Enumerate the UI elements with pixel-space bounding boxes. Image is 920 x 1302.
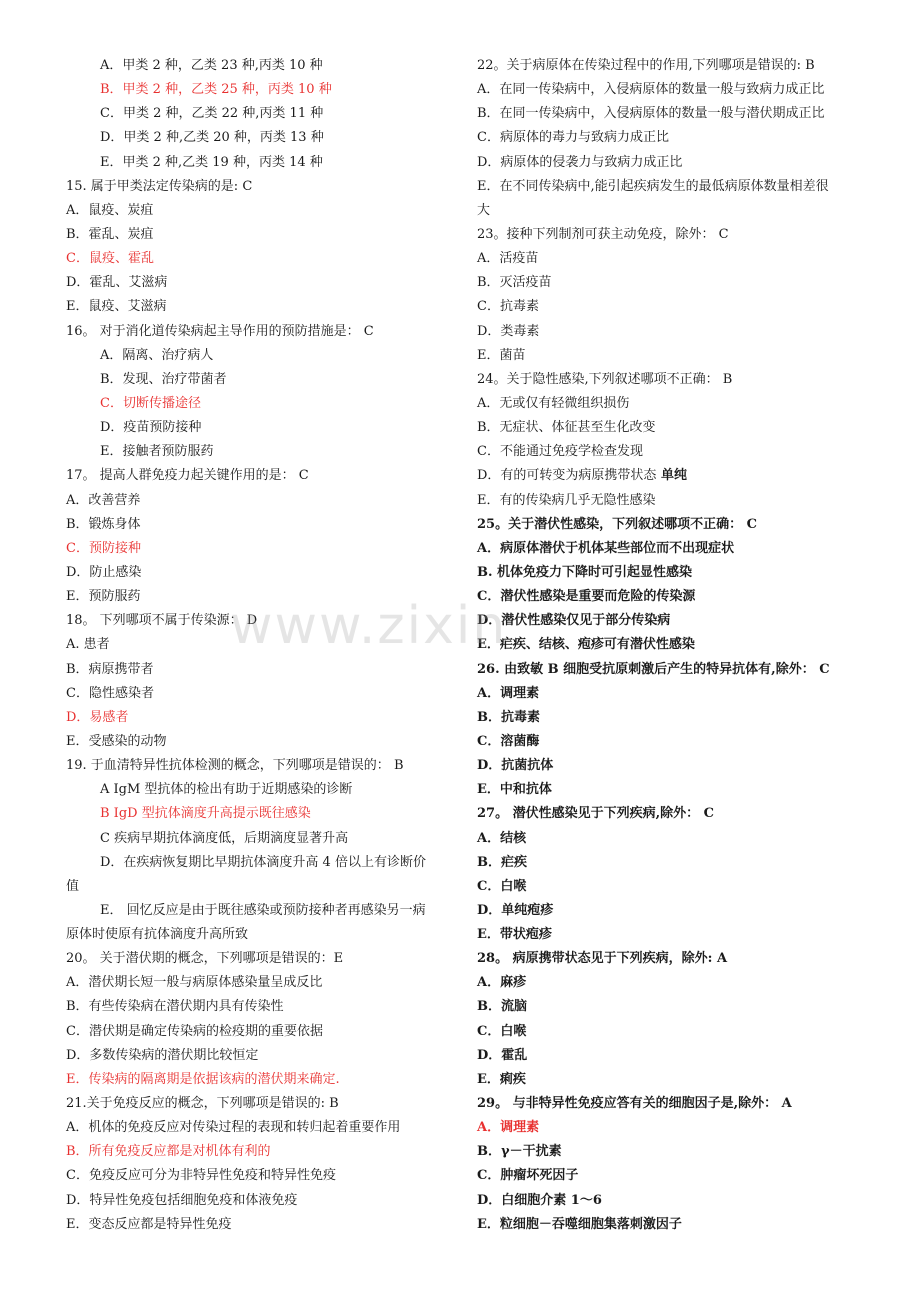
- text-line: [66, 537, 456, 561]
- line-text: 22。关于病原体在传染过程中的作用,下列哪项是错误的: B: [477, 58, 815, 73]
- line-text: 21.关于免疫反应的概念，下列哪项是错误的: B: [66, 1096, 339, 1112]
- text-line: [477, 199, 861, 223]
- line-text: A．潜伏期长短一般与病原体感染量呈成反比: [66, 975, 323, 991]
- line-text: B．无症状、体征甚至生化改变: [477, 420, 656, 436]
- left-column: [66, 54, 456, 1237]
- text-line: [477, 875, 861, 899]
- line-text: D．易感者: [66, 709, 129, 725]
- line-text: 大: [477, 202, 491, 218]
- line-text: 27。 潜伏性感染见于下列疾病,除外： C: [477, 806, 715, 822]
- text-line: [66, 392, 456, 416]
- text-line: [66, 199, 456, 223]
- text-line: [477, 682, 861, 706]
- line-text: C．抗毒素: [477, 299, 539, 315]
- line-text: 28。 病原携带状态见于下列疾病，除外: A: [477, 951, 728, 967]
- text-line: [477, 827, 861, 851]
- text-line: [66, 223, 456, 247]
- line-text: E．带状疱疹: [477, 927, 552, 943]
- line-text: A．改善营养: [66, 492, 141, 508]
- line-text: C 疾病早期抗体滴度低，后期滴度显著升高: [100, 830, 349, 846]
- line-text: A. 患者: [66, 637, 110, 653]
- text-line: [477, 778, 861, 802]
- line-text: E．预防服药: [66, 589, 141, 605]
- line-text: A．活疫苗: [477, 251, 539, 267]
- line-text: C．切断传播途径: [100, 395, 201, 411]
- line-text: D．疫苗预防接种: [100, 420, 202, 436]
- line-text: D．霍乱: [477, 1047, 528, 1063]
- text-line: [66, 247, 456, 271]
- right-column: [477, 54, 861, 1237]
- text-line: [66, 923, 456, 947]
- text-line: [477, 78, 861, 102]
- text-line: [66, 1044, 456, 1068]
- text-line: [66, 1189, 456, 1213]
- text-line: [66, 947, 456, 971]
- text-line: [477, 730, 861, 754]
- text-line: [477, 754, 861, 778]
- line-text: 原体时使原有抗体滴度升高所致: [66, 927, 249, 943]
- line-text: 17。 提高人群免疫力起关键作用的是： C: [66, 468, 309, 484]
- text-line: [66, 464, 456, 488]
- line-text: E．变态反应都是特异性免疫: [66, 1216, 232, 1232]
- text-line: [66, 706, 456, 730]
- line-text: D．在疾病恢复期比早期抗体滴度升高 4 倍以上有诊断价: [100, 854, 426, 870]
- text-line: [477, 1116, 861, 1140]
- text-line: [477, 223, 861, 247]
- text-line: [477, 1044, 861, 1068]
- line-text: A．机体的免疫反应对传染过程的表现和转归起着重要作用: [66, 1120, 401, 1136]
- text-line: [66, 971, 456, 995]
- line-text: 19. 于血清特异性抗体检测的概念，下列哪项是错误的： B: [66, 758, 404, 774]
- line-text: E．受感染的动物: [66, 733, 167, 749]
- text-line: [477, 175, 861, 199]
- text-line: [66, 416, 456, 440]
- text-line: [66, 440, 456, 464]
- line-text: D．防止感染: [66, 564, 142, 580]
- line-text: D．有的可转变为病原携带状态: [477, 468, 657, 484]
- text-line: [477, 851, 861, 875]
- line-text: A．隔离、治疗病人: [100, 347, 214, 363]
- line-text: 26. 由致敏 B 细胞受抗原刺激后产生的特异抗体有,除外： C: [477, 661, 830, 677]
- line-text: B. 机体免疫力下降时可引起显性感染: [477, 564, 693, 580]
- text-line: [477, 392, 861, 416]
- line-text: C．病原体的毒力与致病力成正比: [477, 130, 669, 146]
- text-line: [477, 295, 861, 319]
- text-line: [66, 995, 456, 1019]
- text-line: [66, 899, 456, 923]
- text-line: [477, 537, 861, 561]
- line-text: 18。 下列哪项不属于传染源： D: [66, 613, 258, 629]
- line-text: 25。关于潜伏性感染，下列叙述哪项不正确： C: [477, 516, 757, 532]
- text-line: [66, 78, 456, 102]
- text-line: [477, 344, 861, 368]
- line-text: A．病原体潜伏于机体某些部位而不出现症状: [477, 540, 735, 556]
- text-line: [66, 778, 456, 802]
- text-line: [66, 851, 456, 875]
- text-line: [66, 102, 456, 126]
- line-text: B．有些传染病在潜伏期内具有传染性: [66, 999, 284, 1015]
- text-line: [477, 54, 861, 78]
- line-text: E．在不同传染病中,能引起疾病发生的最低病原体数量相差很: [477, 178, 829, 194]
- text-line: [477, 1164, 861, 1188]
- line-text: B．灭活疫苗: [477, 275, 552, 291]
- text-line: [66, 320, 456, 344]
- text-line: [66, 126, 456, 150]
- text-line: [66, 730, 456, 754]
- text-line: [66, 585, 456, 609]
- line-text: 23。接种下列制剂可获主动免疫，除外： C: [477, 226, 729, 242]
- text-line: [477, 561, 861, 585]
- line-text: A．在同一传染病中，入侵病原体的数量一般与致病力成正比: [477, 82, 825, 98]
- line-text: B．在同一传染病中，入侵病原体的数量一般与潜伏期成正比: [477, 106, 825, 122]
- text-line: [477, 585, 861, 609]
- text-line: [477, 1092, 861, 1116]
- text-line: [477, 802, 861, 826]
- line-text: E．疟疾、结核、疱疹可有潜伏性感染: [477, 637, 695, 653]
- line-text: 20。 关于潜伏期的概念，下列哪项是错误的：E: [66, 951, 344, 967]
- text-line: [66, 1068, 456, 1092]
- line-text: C．隐性感染者: [66, 685, 154, 701]
- line-text: A．麻疹: [477, 975, 527, 991]
- line-text: B．所有免疫反应都是对机体有利的: [66, 1144, 271, 1160]
- line-text: B．抗毒素: [477, 709, 540, 725]
- line-text: B．流脑: [477, 999, 527, 1015]
- line-text: E．接触者预防服药: [100, 444, 214, 460]
- text-line: [477, 151, 861, 175]
- text-line: [477, 440, 861, 464]
- line-text: B．γ－干扰素: [477, 1144, 562, 1160]
- text-line: [477, 609, 861, 633]
- line-text: A．甲类 2 种，乙类 23 种,丙类 10 种: [100, 58, 323, 73]
- text-line: [477, 416, 861, 440]
- line-text: A．结核: [477, 830, 527, 846]
- line-text: C．白喉: [477, 878, 527, 894]
- line-text: D．病原体的侵袭力与致病力成正比: [477, 154, 683, 170]
- text-line: [477, 633, 861, 657]
- line-text: B．疟疾: [477, 854, 527, 870]
- line-text: B．病原携带者: [66, 661, 154, 677]
- text-line: [477, 1020, 861, 1044]
- text-line: [477, 271, 861, 295]
- line-text: C．预防接种: [66, 540, 141, 556]
- line-text: E．鼠疫、艾滋病: [66, 299, 167, 315]
- text-line: [66, 513, 456, 537]
- line-text: C．甲类 2 种，乙类 22 种,丙类 11 种: [100, 106, 324, 122]
- text-line: [477, 126, 861, 150]
- line-text: E．粒细胞－吞噬细胞集落刺激因子: [477, 1216, 682, 1232]
- text-line: [477, 706, 861, 730]
- line-text: D．抗菌抗体: [477, 758, 554, 774]
- text-line: [66, 295, 456, 319]
- text-line: [66, 609, 456, 633]
- line-text: C．免疫反应可分为非特异性免疫和特异性免疫: [66, 1168, 336, 1184]
- line-text: C．不能通过免疫学检查发现: [477, 444, 643, 460]
- text-line: [66, 489, 456, 513]
- line-text: C．潜伏期是确定传染病的检疫期的重要依据: [66, 1023, 323, 1039]
- text-line: [477, 102, 861, 126]
- text-line: [66, 658, 456, 682]
- line-text: E．传染病的隔离期是依据该病的潜伏期来确定.: [66, 1071, 340, 1087]
- line-text: D．白细胞介素 1～6: [477, 1192, 602, 1208]
- line-text: C．潜伏性感染是重要而危险的传染源: [477, 589, 696, 605]
- line-text: C．肿瘤坏死因子: [477, 1168, 579, 1184]
- text-line: [477, 923, 861, 947]
- text-line: [477, 947, 861, 971]
- line-text: E．甲类 2 种,乙类 19 种，丙类 14 种: [100, 154, 323, 170]
- text-line: [66, 151, 456, 175]
- line-text: D．特异性免疫包括细胞免疫和体液免疫: [66, 1192, 298, 1208]
- text-line: [66, 561, 456, 585]
- text-line: [477, 320, 861, 344]
- text-line: [66, 827, 456, 851]
- line-text: B IgD 型抗体滴度升高提示既往感染: [100, 806, 311, 822]
- line-text: D．甲类 2 种,乙类 20 种，丙类 13 种: [100, 130, 324, 146]
- text-line: [66, 175, 456, 199]
- text-line: [66, 875, 456, 899]
- text-line: [477, 1140, 861, 1164]
- text-line: [66, 754, 456, 778]
- text-line: [66, 1140, 456, 1164]
- line-text: A．无或仅有轻微组织损伤: [477, 395, 630, 411]
- text-line: [477, 658, 861, 682]
- line-text: 值: [66, 878, 80, 894]
- line-text: 24。关于隐性感染,下列叙述哪项不正确： B: [477, 371, 733, 387]
- text-line: [477, 971, 861, 995]
- line-text: E． 回忆反应是由于既往感染或预防接种者再感染另一病: [100, 902, 426, 918]
- line-text: D．潜伏性感染仅见于部分传染病: [477, 613, 671, 629]
- text-line: [477, 513, 861, 537]
- text-line: [477, 899, 861, 923]
- line-text: D．单纯疱疹: [477, 902, 554, 918]
- text-line: [66, 368, 456, 392]
- line-text: E．痢疾: [477, 1071, 526, 1087]
- text-line: [66, 682, 456, 706]
- text-line: [66, 344, 456, 368]
- text-line: [477, 1068, 861, 1092]
- line-text: E．有的传染病几乎无隐性感染: [477, 492, 656, 508]
- line-text: D．多数传染病的潜伏期比较恒定: [66, 1047, 259, 1063]
- line-text: A．鼠疫、炭疽: [66, 202, 154, 218]
- line-text: B．甲类 2 种，乙类 25 种，丙类 10 种: [100, 82, 332, 98]
- line-text: A．调理素: [477, 1120, 540, 1136]
- text-line: [477, 489, 861, 513]
- text-line: [66, 1092, 456, 1116]
- text-line: [66, 54, 456, 78]
- text-line: [477, 1189, 861, 1213]
- watermark: www.zixin: [230, 596, 508, 656]
- line-text: C．鼠疫、霍乱: [66, 251, 154, 267]
- text-line: [477, 995, 861, 1019]
- line-text: 29。 与非特异性免疫应答有关的细胞因子是,除外： A: [477, 1096, 792, 1112]
- line-text: B．霍乱、炭疽: [66, 226, 154, 242]
- text-line: [66, 271, 456, 295]
- text-line: [477, 464, 861, 488]
- line-text: E．中和抗体: [477, 782, 552, 798]
- text-line: [477, 368, 861, 392]
- text-line: [66, 633, 456, 657]
- text-line: [66, 1116, 456, 1140]
- line-annotation: 单纯: [656, 468, 687, 484]
- text-line: [66, 1164, 456, 1188]
- text-line: [477, 1213, 861, 1237]
- line-text: A．调理素: [477, 685, 540, 701]
- line-text: 15. 属于甲类法定传染病的是: C: [66, 178, 253, 194]
- line-text: E．菌苗: [477, 347, 526, 363]
- line-text: C．白喉: [477, 1023, 527, 1039]
- line-text: D．霍乱、艾滋病: [66, 275, 168, 291]
- line-text: A IgM 型抗体的检出有助于近期感染的诊断: [100, 782, 353, 798]
- line-text: 16。 对于消化道传染病起主导作用的预防措施是： C: [66, 323, 374, 339]
- text-line: [66, 802, 456, 826]
- text-line: [477, 247, 861, 271]
- text-line: [66, 1020, 456, 1044]
- text-line: [66, 1213, 456, 1237]
- line-text: D．类毒素: [477, 323, 540, 339]
- line-text: B．发现、治疗带菌者: [100, 371, 227, 387]
- line-text: B．锻炼身体: [66, 516, 141, 532]
- line-text: C．溶菌酶: [477, 733, 540, 749]
